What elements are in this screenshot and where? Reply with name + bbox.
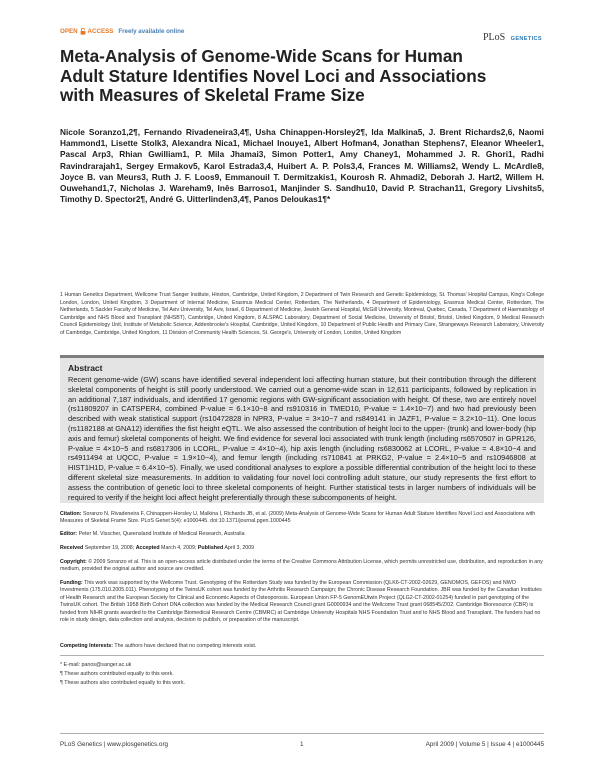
article-title: Meta-Analysis of Genome-Wide Scans for Human Adult Stature Identifies Novel Loci and Associations with Measures of Skeletal Frame Size <box>60 46 487 106</box>
journal-plos: PLoS <box>482 32 506 43</box>
journal-logo <box>483 27 542 45</box>
published-label: Published <box>197 545 224 551</box>
accepted-date: March 4, 2009; <box>161 545 197 551</box>
access-label: ACCESS <box>87 28 114 35</box>
footnote-equal-also: ¶ These authors also contributed equally to this work. <box>60 680 185 687</box>
copyright-label: Copyright: <box>60 559 87 565</box>
citation-label: Citation: <box>60 511 82 517</box>
received-date: September 19, 2008; <box>84 545 135 551</box>
open-access-label: OPEN <box>60 28 78 35</box>
competing-text: The authors have declared that no competing interests exist. <box>114 643 257 649</box>
funding-text: This work was supported by the Wellcome Trust. Genotyping of the Rotterdam Study was funded by the European Commission (QLK6-CT-2002-02629, GENOMOS, GEFOS) and NWO Investments (175.010.2005.011). Phenotyping of the TwinsUK cohort was funded by the Arthritis Research Campaign; the Chronic Disease Research Foundation. JBR was funded by the Canadian Institutes of Health Research and the European Society for Clinical and Economic Aspects of Osteoporosis. European Union FP-5 GenomEUtwin Project (QLG2-CT-2002-01254) funded in part genotyping of the TwinsUK cohort. The British 1958 Birth Cohort DNA collection was funded by the Medical Research Council grant G0000934 and the Wellcome Trust grant 068545/Z/02. Cambridge Bioresource (CBR) is funded from NIHR grants awarded to the Cambridge Biomedical Research Centre (CBMRC) at Cambridge University Hospitals NHS Foundation Trust and to NHS Blood and Transplant. The funders had no role in study design, data collection and analysis, decision to publish, or preparation of the manuscript. <box>60 580 542 624</box>
citation-text: Soranzo N, Rivadeneira F, Chinappen-Horsley U, Malkina I, Richards JB, et al. (2009) Meta-Analysis of Genome-Wide Scans for Human Adult Stature Identifies Novel Loci and Associations with Measures of Skeletal Frame Size. PLoS Genet 5(4): e1000445. doi:10.1371/journal.pgen.1000445 <box>60 511 536 525</box>
competing-label: Competing Interests: <box>60 643 113 649</box>
editor <box>60 531 544 538</box>
open-access-badge <box>60 28 184 35</box>
footnote-divider <box>60 655 544 656</box>
abstract-heading: Abstract <box>68 363 103 373</box>
footnote-email: * E-mail: panos@sanger.ac.uk <box>60 662 132 668</box>
freely-available-label: Freely available online <box>118 28 185 35</box>
footer-divider <box>60 733 544 734</box>
footnotes <box>60 661 544 689</box>
funding-label: Funding: <box>60 580 83 586</box>
affiliations: 1 Human Genetics Department, Wellcome Trust Sanger Institute, Hinxton, Cambridge, United Kingdom, 2 Department of Twin Research and Genetic Epidemiology, St. Thomas' Hospital Campus, King's College London, London, United Kingdom, 3 Department of Internal Medicine, Erasmus Medical Center, Rotterdam, The Netherlands, 4 Department of Epidemiology, Erasmus Medical Center, Rotterdam, The Netherlands, 5 Sackler Faculty of Medicine, Tel Aviv University, Tel Aviv, Israel, 6 Department of Medicine, Jewish General Hospital, McGill University, Montreal, Quebec, Canada, 7 Department of Haematology of Cambridge and NHS Blood and Transplant (NHSBT), Cambridge, United Kingdom, 8 ALSPAC Laboratory, Department of Social Medicine, University of Bristol, Bristol, United Kingdom, 9 Medical Research Council Epidemiology Unit, Institute of Metabolic Science, Addenbrooke's Hospital, Cambridge, United Kingdom, 10 Department of Public Health and Primary Care, Strangeways Research Laboratory, University of Cambridge, Cambridge, United Kingdom, 11 Division of Community Health Sciences, St. George's, University of London, London, United Kingdom <box>60 292 544 336</box>
top-bar <box>60 28 542 43</box>
copyright <box>60 559 544 574</box>
abstract-box <box>60 355 544 503</box>
accepted-label: Accepted <box>135 545 160 551</box>
citation <box>60 511 544 526</box>
footer-issue: April 2009 | Volume 5 | Issue 4 | e1000445 <box>425 741 544 748</box>
editor-text: Peter M. Visscher, Queensland Institute of Medical Research, Australia <box>78 531 245 537</box>
open-lock-icon <box>80 28 86 35</box>
journal-section: GENETICS <box>510 36 542 42</box>
copyright-text: © 2009 Soranzo et al. This is an open-access article distributed under the terms of the Creative Commons Attribution License, which permits unrestricted use, distribution, and reproduction in any medium, provided the original author and source are credited. <box>60 559 543 573</box>
footnote-equal: ¶ These authors contributed equally to this work. <box>60 671 174 678</box>
dates <box>60 545 544 552</box>
editor-label: Editor: <box>60 531 78 537</box>
abstract-text: Recent genome-wide (GW) scans have identified several independent loci affecting human stature, but their contribution through the different skeletal components of height is still poorly understood. We carried out a genome-wide scan in 12,611 participants, followed by replication in an additional 7,187 individuals, and identified 17 genomic regions with GW-significant association with height. Of these, two are entirely novel (rs11809207 in CATSPER4, combined P-value = 6.1×10−8 and rs910316 in TMED10, P-value = 1.4×10−7) and two had previously been described with weak statistical support (rs10472828 in NPR3, P-value = 3×10−7 and rs849141 in JAZF1, P-value = 3.2×10−11). One locus (rs1182188 at GNA12) identifies the fist height eQTL. We also assessed the contribution of height loci to the upper- (trunk) and lower-body (hip axis and femur) skeletal components of height. We find evidence for several loci associated with trunk length (including rs6570507 in GPR126, P-value = 4×10−5 and rs6817306 in LCORL, P-value = 4×10−4), hip axis length (including rs6830062 at LCORL, P-value = 4.8×10−4 and rs4911494 at UQCC, P-value = 1.9×10−4), and femur length (including rs710841 at PRKG2, P-value = 2.4×10−5 and rs10946808 at HIST1H1D, P-value = 6.4×10−5). Finally, we used conditional analyses to explore a possible differential contribution of the height loci to these different skeletal size measurements. In addition to validating four novel loci controlling adult stature, our study represents the first effort to assess the contribution of genetic loci to three skeletal components of height. Further statistical tests in larger numbers of individuals will be required to verify if the height loci affect height preferentially through these subcomponents of height. <box>68 375 536 502</box>
page-number: 1 <box>300 741 304 748</box>
funding <box>60 580 544 624</box>
published-date: April 3, 2009 <box>224 545 255 551</box>
competing-interests <box>60 643 544 650</box>
footer-journal-site: PLoS Genetics | www.plosgenetics.org <box>60 741 169 748</box>
received-label: Received <box>60 545 84 551</box>
author-list: Nicole Soranzo1,2¶, Fernando Rivadeneira3,4¶, Usha Chinappen-Horsley2¶, Ida Malkina5, J. Brent Richards2,6, Naomi Hammond1, Lisette Stolk3, Alexandra Nica1, Michael Inouye1, Albert Hofman4, Jonathan Stephens7, Eleanor Wheeler1, Pascal Arp3, Rhian Gwilliam1, P. Mila Jhamai3, Simon Potter1, Amy Chaney1, Mohammed J. R. Ghori1, Radhi Ravindrarajah1, Sergey Ermakov5, Karol Estrada3,4, Huibert A. P. Pols3,4, Frances M. Williams2, Wendy L. McArdle8, Joyce B. van Meurs3, Ruth J. F. Loos9, Emmanouil T. Dermitzakis1, Kourosh R. Ahmadi2, Deborah J. Hart2, Willem H. Ouwehand1,7, Nicholas J. Wareham9, Inês Barroso1, Manjinder S. Sandhu10, David P. Strachan11, Gregory Livshits5, Timothy D. Spector2¶, André G. Uitterlinden3,4¶, Panos Deloukas1¶* <box>60 127 544 205</box>
